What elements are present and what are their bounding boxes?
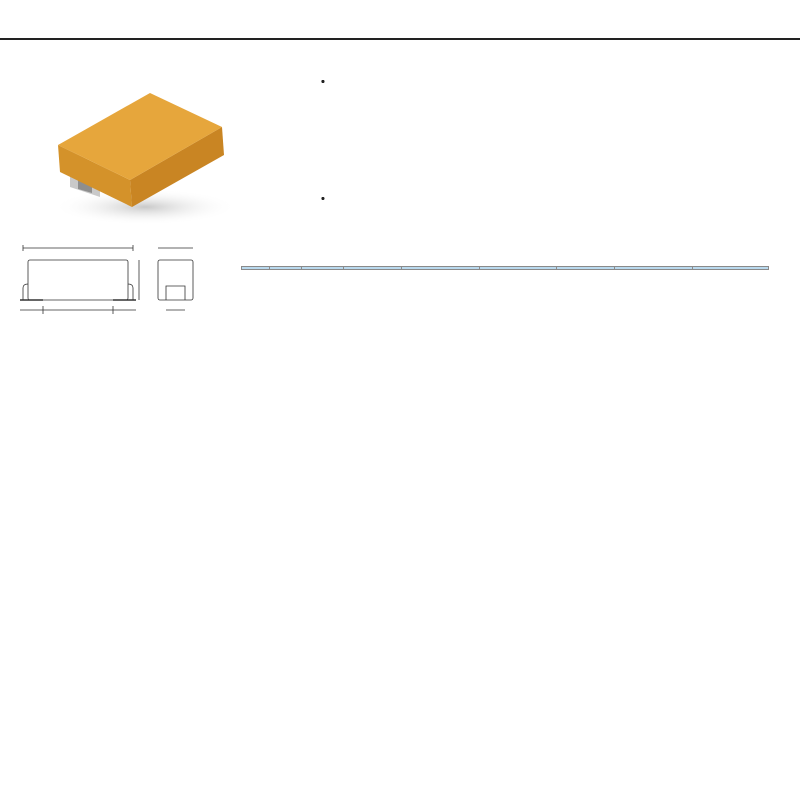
capacitor-image <box>40 55 240 235</box>
dim-col-header <box>615 267 693 270</box>
title-rule <box>0 38 800 40</box>
dimensions-table <box>241 266 769 270</box>
dim-col-header <box>269 267 301 270</box>
dim-col-header <box>693 267 769 270</box>
dim-col-header <box>343 267 401 270</box>
dimensions-header-row <box>242 267 769 270</box>
dim-col-header <box>242 267 270 270</box>
dim-col-header <box>557 267 615 270</box>
dim-col-header <box>401 267 479 270</box>
dim-col-header <box>479 267 557 270</box>
dimension-diagram <box>8 240 198 330</box>
dim-col-header <box>301 267 343 270</box>
